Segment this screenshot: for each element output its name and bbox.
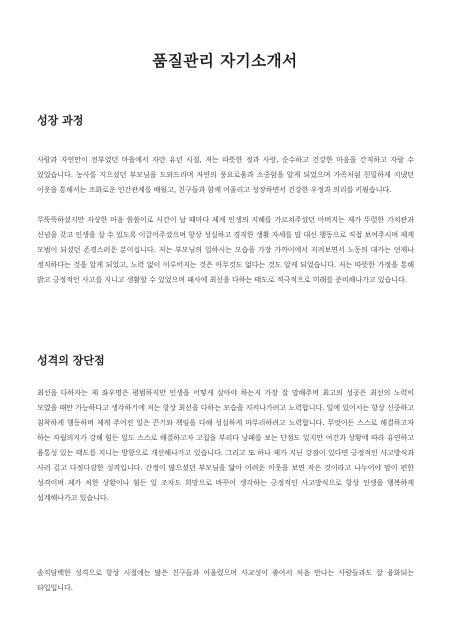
growth-paragraph-1: 사람과 자연만이 전부였던 마을에서 자란 유년 시절, 저는 따뜻한 정과 사랑, 순수하고 건강한 마음을 간직하고 자랄 수 있었습니다. 농사를 지으셨던 부모님을 도와드리며 자연의 풍요로움과 소중함을 알게 되었으며 가족처럼 친밀하게 지냈던 이웃을 통해서는 조화로운 인간관계를 배웠고, 친구들과 함께 어울리고 성장하면서 건강한 우정과 의리를 키웠습니다. [37,155,414,194]
section-heading-strengths: 성격의 장단점 [37,354,105,367]
growth-paragraph-2: 무뚝뚝하셨지만 자상한 마음 씀씀이로 시간이 날 때마다 제게 인생의 지혜를 가르쳐주셨던 아버지는 제가 뚜렷한 가치관과 신념을 갖고 인생을 살 수 있도록 이끌어주셨으며 항상 성실하고 경직한 생활 자세를 말 대신 행동으로 직접 보여주시며 제게 모범이 되셨던 존경스러운 분이십니다. 저는 부모님의 일하시는 모습을 가장 가까이에서 지켜보면서 노동의 대가는 언제나 정직하다는 것을 알게 되었고, 노력 없이 이루어지는 것은 아무것도 없다는 것도 알게 되었습니다. 저는 따뜻한 가정을 통해 밝고 긍정적인 사고를 지니고 생활할 수 있었으며 패사에 최선을 다하는 태도로 적극적으로 미래를 준비해나가고 있습니다. [37,215,414,284]
strengths-paragraph-1: 최선을 다하자는 제 좌우명은 평범하지만 인생을 어떻게 살아야 하는지 가장 잘 말해주며 최고의 성공은 최선의 노력이 모였을 때만 가능하다고 생각하기에 저는 항상 최선을 다하는 모습을 지켜나가려고 노력합니다. 일에 있어서는 항상 신중하고 침착하게 행동하며 제게 주어진 일은 끈기와 책임을 다해 성실하게 마무리하려고 노력합니다. 무엇이든 스스로 해결하고자 하는 자립의지가 강해 힘든 일도 스스로 해결하고자 고집을 부리다 낭패를 보는 단점도 있지만 여건과 상황에 따라 유연하고 융통성 있는 태도를 지니는 방향으로 개선해나가고 있습니다. 그리고 또 하나 제가 지닌 강점이 있다면 긍정적인 사고방식과 사려 깊고 다정다감한 성격입니다. 간정이 많으셨던 부모님을 닮아 어려운 이웃을 보면 작은 것이라고 나누어야 맘이 편한 성격이며 제가 처한 상황이나 힘든 일 조차도 희망으로 바꾸어 생각하는 긍정적인 사고방식으로 항상 인생을 행복하게 설계해나가고 있습니다. [37,388,414,502]
strengths-paragraph-2: 솔직담백한 성격으로 항상 시절에는 많은 친구들과 어울렸으며 사교성이 좋아서 처음 만나는 사람들과도 잘 융화되는 타입입니다. [37,568,414,592]
section-heading-growth: 성장 과정 [37,114,84,127]
document-title: 품질관리 자기소개서 [152,51,298,70]
